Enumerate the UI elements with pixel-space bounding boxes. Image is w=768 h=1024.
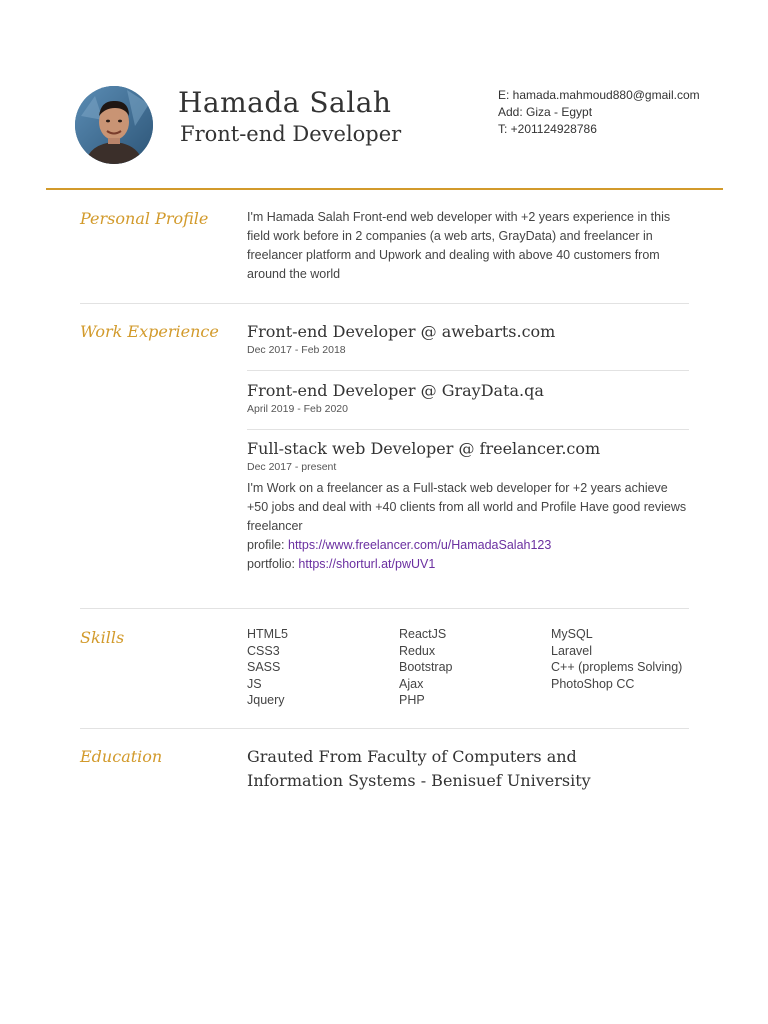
skill-item: PhotoShop CC [551, 676, 635, 691]
job-description-freelancer [247, 479, 692, 574]
skill-item: PHP [399, 693, 425, 708]
job-title-awebarts: Front-end Developer @ awebarts.com [247, 322, 556, 341]
job-title-freelancer: Full-stack web Developer @ freelancer.com [247, 439, 601, 458]
section-title-education: Education [80, 747, 163, 766]
job-date-freelancer: Dec 2017 - present [247, 461, 337, 473]
candidate-name: Hamada Salah [178, 86, 392, 119]
contact-block [498, 87, 700, 138]
portfolio-link-label: portfolio: [247, 557, 299, 571]
education-line-2: Information Systems - Benisuef University [247, 771, 591, 790]
section-title-profile: Personal Profile [80, 209, 209, 228]
contact-phone[interactable]: T: +201124928786 [498, 122, 597, 136]
job-title-graydata: Front-end Developer @ GrayData.qa [247, 381, 544, 400]
profile-photo [75, 86, 153, 164]
job-date-awebarts: Dec 2017 - Feb 2018 [247, 344, 346, 356]
section-divider [80, 303, 689, 304]
skill-item: ReactJS [399, 627, 447, 641]
skill-item: Ajax [399, 676, 424, 691]
skill-item: CSS3 [247, 643, 280, 658]
skill-item: C++ (proplems Solving) [551, 660, 683, 675]
section-title-skills: Skills [80, 628, 125, 647]
job-divider [247, 429, 689, 430]
header-divider [46, 188, 723, 190]
job-date-graydata: April 2019 - Feb 2020 [247, 403, 348, 415]
skills-column-2 [399, 626, 453, 709]
skill-item: SASS [247, 660, 281, 675]
education-text [247, 745, 591, 793]
job-divider [247, 370, 689, 371]
skills-column-3 [551, 626, 682, 692]
skills-column-1 [247, 626, 288, 709]
section-divider [80, 608, 689, 609]
contact-address: Add: Giza - Egypt [498, 105, 593, 119]
profile-link-row [247, 536, 692, 555]
section-title-work: Work Experience [80, 322, 219, 341]
skill-item: Jquery [247, 693, 285, 708]
contact-email[interactable]: E: hamada.mahmoud880@gmail.com [498, 88, 700, 102]
portfolio-link[interactable]: https://shorturl.at/pwUV1 [298, 557, 436, 571]
job-description-text: I'm Work on a freelancer as a Full-stack web developer for +2 years achieve +50 jobs and deal with +40 clients from all world and Profile Have good reviews freelancer [247, 481, 687, 533]
skill-item: Bootstrap [399, 660, 453, 675]
candidate-role: Front-end Developer [180, 122, 402, 146]
skill-item: Redux [399, 643, 436, 658]
skill-item: Laravel [551, 643, 592, 658]
skill-item: MySQL [551, 627, 593, 641]
section-divider [80, 728, 689, 729]
skill-item: HTML5 [247, 627, 288, 641]
portfolio-link-row [247, 555, 692, 574]
skill-item: JS [247, 676, 262, 691]
profile-text: I'm Hamada Salah Front-end web developer with +2 years experience in this field work before in 2 companies (a web arts, GrayData) and freelancer in freelancer platform and Upwork and dealing with above 40 customers from around the world [247, 210, 671, 281]
freelancer-profile-link[interactable]: https://www.freelancer.com/u/HamadaSalah123 [288, 538, 552, 552]
education-line-1: Grauted From Faculty of Computers and [247, 747, 577, 766]
profile-link-label: profile: [247, 538, 288, 552]
